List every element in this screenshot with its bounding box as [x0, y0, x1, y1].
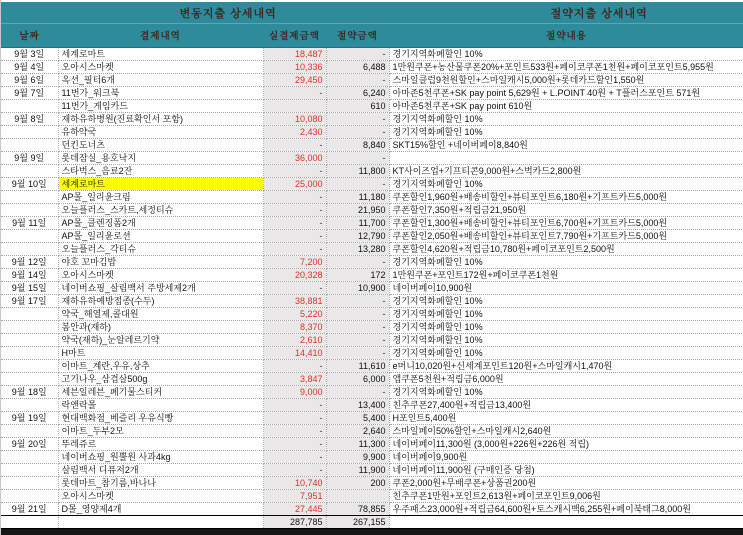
paid-cell[interactable]: - [263, 242, 326, 255]
paid-cell[interactable]: 2,430 [263, 125, 326, 138]
paid-cell[interactable]: 27,445 [263, 502, 326, 515]
expense-row [1, 73, 743, 86]
date-cell[interactable]: 9월 20일 [1, 437, 58, 450]
expense-row [1, 86, 743, 99]
date-cell[interactable] [1, 489, 58, 502]
desc-cell[interactable]: 이마트_계란,우유,상추 [58, 359, 263, 372]
paid-cell[interactable]: - [263, 138, 326, 151]
paid-cell[interactable]: 14,410 [263, 346, 326, 359]
desc-cell[interactable]: 뚜레쥬르 [58, 437, 263, 450]
note-cell[interactable]: e머니10,020원+신세계포인트120원+스마일캐시1,470원 [389, 359, 743, 372]
paid-cell[interactable]: 2,610 [263, 333, 326, 346]
expense-row [1, 203, 743, 216]
saved-cell[interactable]: 6,000 [326, 372, 389, 385]
totals-saved-cell[interactable]: 267,155 [326, 515, 389, 528]
desc-cell[interactable]: AP몰_일리윤로션 [58, 229, 263, 242]
expense-row [1, 112, 743, 125]
note-cell[interactable] [389, 151, 743, 164]
date-cell[interactable] [1, 138, 58, 151]
note-cell[interactable]: 경기지역화폐할인 10% [389, 385, 743, 398]
desc-cell[interactable]: 유하약국 [58, 125, 263, 138]
date-cell[interactable] [1, 333, 58, 346]
saved-cell[interactable]: 11,300 [326, 437, 389, 450]
expense-row [1, 125, 743, 138]
paid-cell[interactable]: 18,487 [263, 47, 326, 60]
note-cell[interactable]: 스마일페이50%할인+스마일캐시2,640원 [389, 424, 743, 437]
paid-cell[interactable]: 25,000 [263, 177, 326, 190]
desc-cell[interactable]: 11번가_워크북 [58, 86, 263, 99]
paid-cell[interactable]: 8,370 [263, 320, 326, 333]
paid-column-header: 실결제금액 [263, 24, 326, 47]
expense-row [1, 255, 743, 268]
paid-cell[interactable]: 29,450 [263, 73, 326, 86]
paid-cell[interactable]: 9,000 [263, 385, 326, 398]
totals-note-cell[interactable] [389, 515, 743, 528]
desc-cell[interactable]: 스타벅스_음료2잔 [58, 164, 263, 177]
paid-cell[interactable]: 7,200 [263, 255, 326, 268]
date-cell[interactable]: 9월 15일 [1, 281, 58, 294]
desc-cell[interactable]: 세계로마트 [58, 47, 263, 60]
expense-row [1, 47, 743, 60]
date-cell[interactable] [1, 450, 58, 463]
paid-cell[interactable]: - [263, 411, 326, 424]
saved-cell[interactable]: - [326, 333, 389, 346]
note-cell[interactable]: 쿠폰할인2,050원+배송비할인+뷰티포인트7,790원+기프트카드5,000원 [389, 229, 743, 242]
desc-cell[interactable]: 11번가_게임카드 [58, 99, 263, 112]
desc-cell[interactable]: 오늘플러스_스카트,세정티슈 [58, 203, 263, 216]
saved-cell[interactable]: - [326, 255, 389, 268]
desc-cell[interactable]: 락앤락몰 [58, 398, 263, 411]
paid-cell[interactable]: 5,220 [263, 307, 326, 320]
desc-cell[interactable]: 고기나우_삼겹살500g [58, 372, 263, 385]
desc-column-header: 결제내역 [58, 24, 263, 47]
note-cell[interactable]: H포인트5,400원 [389, 411, 743, 424]
totals-date-cell[interactable] [1, 515, 58, 528]
date-cell[interactable] [1, 307, 58, 320]
desc-cell[interactable]: 던킨도너츠 [58, 138, 263, 151]
paid-cell[interactable]: - [263, 359, 326, 372]
paid-cell[interactable]: - [263, 203, 326, 216]
desc-cell[interactable]: 오아시스마켓 [58, 268, 263, 281]
desc-cell[interactable]: 네이버쇼핑_살림백서 주방세제2개 [58, 281, 263, 294]
sheet-bottom-edge [1, 529, 743, 535]
paid-cell[interactable]: - [263, 398, 326, 411]
desc-cell[interactable]: 오아시스마켓 [58, 60, 263, 73]
note-cell[interactable]: 경기지역화폐할인 10% [389, 320, 743, 333]
note-cell[interactable]: 경기지역화폐할인 10% [389, 333, 743, 346]
saved-cell[interactable]: 6,240 [326, 86, 389, 99]
date-cell[interactable]: 9월 21일 [1, 502, 58, 515]
paid-cell[interactable]: 38,881 [263, 294, 326, 307]
note-cell[interactable]: 경기지역화폐할인 10% [389, 307, 743, 320]
note-cell[interactable]: 친추쿠폰1만원+포인트2,613원+페이코포인트9,006원 [389, 489, 743, 502]
note-cell[interactable]: SKT15%할인 +네이버페이8,840원 [389, 138, 743, 151]
date-column-header: 날짜 [1, 24, 58, 47]
date-cell[interactable]: 9월 9일 [1, 151, 58, 164]
paid-cell[interactable]: 10,080 [263, 112, 326, 125]
desc-cell[interactable]: 오아시스마켓 [58, 489, 263, 502]
expense-row [1, 294, 743, 307]
paid-cell[interactable]: - [263, 450, 326, 463]
expense-row [1, 164, 743, 177]
saved-cell[interactable]: 78,855 [326, 502, 389, 515]
expense-row [1, 268, 743, 281]
desc-cell[interactable]: 약국(재하)_눈알레르기약 [58, 333, 263, 346]
expense-row [1, 385, 743, 398]
paid-cell[interactable]: - [263, 424, 326, 437]
desc-cell[interactable]: 약국_해열제,콜대원 [58, 307, 263, 320]
date-cell[interactable] [1, 242, 58, 255]
expense-row [1, 242, 743, 255]
date-cell[interactable]: 9월 11일 [1, 216, 58, 229]
saved-cell[interactable]: 11,610 [326, 359, 389, 372]
paid-cell[interactable]: 36,000 [263, 151, 326, 164]
expense-row [1, 99, 743, 112]
desc-cell[interactable]: 재하유하병원(진료확인서 포함) [58, 112, 263, 125]
paid-cell[interactable]: - [263, 229, 326, 242]
expense-row [1, 60, 743, 73]
desc-cell[interactable]: 옥션_필터6개 [58, 73, 263, 86]
note-cell[interactable]: 쿠폰할인7,350원+적립금21,950원 [389, 203, 743, 216]
paid-cell[interactable]: - [263, 216, 326, 229]
desc-cell[interactable]: 봄안과(재하) [58, 320, 263, 333]
saved-cell[interactable] [326, 489, 389, 502]
note-cell[interactable]: 아마존5천쿠폰+SK pay point 610원 [389, 99, 743, 112]
paid-cell[interactable]: 3,847 [263, 372, 326, 385]
date-cell[interactable]: 9월 4일 [1, 60, 58, 73]
date-cell[interactable] [1, 398, 58, 411]
expense-row [1, 216, 743, 229]
paid-cell[interactable]: 7,951 [263, 489, 326, 502]
note-cell[interactable]: 경기지역화폐할인 10% [389, 125, 743, 138]
saved-cell[interactable]: - [326, 73, 389, 86]
note-cell[interactable]: 쿠폰할인1,300원+배송비할인+뷰티포인트6,700원+기프트카드5,000원 [389, 216, 743, 229]
desc-cell[interactable]: 세계로마트 [58, 177, 263, 190]
note-cell[interactable]: 스마일클럽9천원할인+스마일캐시5,000원+롯데카드할인1,550원 [389, 73, 743, 86]
date-cell[interactable] [1, 359, 58, 372]
paid-cell[interactable]: - [263, 437, 326, 450]
saved-cell[interactable]: 2,640 [326, 424, 389, 437]
expense-row [1, 411, 743, 424]
paid-cell[interactable] [263, 99, 326, 112]
date-cell[interactable]: 9월 10일 [1, 177, 58, 190]
section-title-bar [1, 2, 743, 24]
column-header-row [1, 24, 743, 47]
expense-row [1, 320, 743, 333]
note-cell[interactable]: 경기지역화폐할인 10% [389, 177, 743, 190]
paid-cell[interactable]: 10,336 [263, 60, 326, 73]
note-cell[interactable]: KT사이즈업+기프티콘9,000원+스벅카드2,800원 [389, 164, 743, 177]
note-cell[interactable]: 네이버페이10,900원 [389, 281, 743, 294]
paid-cell[interactable]: 10,740 [263, 476, 326, 489]
expense-row [1, 281, 743, 294]
saved-cell[interactable]: 200 [326, 476, 389, 489]
note-cell[interactable]: 네이버페이11,300원 (3,000원+226원+226원 적립) [389, 437, 743, 450]
date-cell[interactable]: 9월 19일 [1, 411, 58, 424]
expense-row [1, 229, 743, 242]
saved-cell[interactable]: 11,900 [326, 463, 389, 476]
date-cell[interactable] [1, 99, 58, 112]
saved-cell[interactable]: 12,790 [326, 229, 389, 242]
saved-cell[interactable]: - [326, 294, 389, 307]
saved-cell[interactable]: - [326, 151, 389, 164]
saved-cell[interactable]: - [326, 47, 389, 60]
saved-cell[interactable]: - [326, 125, 389, 138]
expense-row [1, 177, 743, 190]
saved-cell[interactable]: 11,180 [326, 190, 389, 203]
paid-cell[interactable]: - [263, 190, 326, 203]
saved-cell[interactable]: - [326, 346, 389, 359]
saved-cell[interactable]: 11,700 [326, 216, 389, 229]
table-body [1, 47, 743, 515]
expense-row [1, 359, 743, 372]
paid-cell[interactable]: - [263, 463, 326, 476]
expense-row [1, 424, 743, 437]
expense-row [1, 333, 743, 346]
saved-cell[interactable]: 13,280 [326, 242, 389, 255]
note-cell[interactable]: 앱쿠폰5천원+적립금6,000원 [389, 372, 743, 385]
totals-desc-cell[interactable] [58, 515, 263, 528]
date-cell[interactable] [1, 463, 58, 476]
note-cell[interactable]: 경기지역화폐할인 10% [389, 47, 743, 60]
note-cell[interactable]: 경기지역화폐할인 10% [389, 346, 743, 359]
desc-cell[interactable]: D몰_영양제4개 [58, 502, 263, 515]
saved-cell[interactable]: 21,950 [326, 203, 389, 216]
desc-cell[interactable]: AP몰_클렌징폼2개 [58, 216, 263, 229]
date-cell[interactable]: 9월 7일 [1, 86, 58, 99]
desc-cell[interactable]: 야호 꼬마김밥 [58, 255, 263, 268]
saved-cell[interactable]: 5,400 [326, 411, 389, 424]
saved-cell[interactable]: 8,840 [326, 138, 389, 151]
desc-cell[interactable]: 현대백화점_베즐리 우유식빵 [58, 411, 263, 424]
desc-cell[interactable]: 롯데잠실_용호낙지 [58, 151, 263, 164]
note-cell[interactable]: 1만원쿠폰+농산물쿠폰20%+포인트533원+페이코쿠폰1천원+페이코포인트5,955원 [389, 60, 743, 73]
expense-row [1, 476, 743, 489]
desc-cell[interactable]: 재하유하예방접종(수두) [58, 294, 263, 307]
saved-cell[interactable]: 610 [326, 99, 389, 112]
date-cell[interactable] [1, 372, 58, 385]
note-cell[interactable]: 쿠폰할인4,620원+적립금10,780원+페이코포인트2,500원 [389, 242, 743, 255]
expense-row [1, 307, 743, 320]
date-cell[interactable]: 9월 12일 [1, 255, 58, 268]
date-cell[interactable]: 9월 6일 [1, 73, 58, 86]
paid-cell[interactable]: - [263, 86, 326, 99]
note-cell[interactable]: 우주패스23,000원+적립금64,600원+토스캐시백6,255원+페이북태그8,000원 [389, 502, 743, 515]
saved-column-header: 절약금액 [326, 24, 389, 47]
saved-cell[interactable]: 6,488 [326, 60, 389, 73]
column-totals-row [1, 515, 743, 528]
date-cell[interactable] [1, 164, 58, 177]
saved-cell[interactable]: - [326, 112, 389, 125]
date-cell[interactable] [1, 190, 58, 203]
saved-cell[interactable]: 9,900 [326, 450, 389, 463]
note-cell[interactable]: 아마존5천쿠폰+SK pay point 5,629원 + L.POINT 40원 + T플러스포인트 571원 [389, 86, 743, 99]
desc-cell[interactable]: 이마트_두부2모 [58, 424, 263, 437]
note-cell[interactable]: 1만원쿠폰+포인트172원+페이코쿠폰1천원 [389, 268, 743, 281]
variable-expense-section-title: 변동지출 상세내역 [179, 7, 277, 20]
date-cell[interactable] [1, 320, 58, 333]
note-column-header: 절약내용 [389, 24, 743, 47]
date-cell[interactable]: 9월 14일 [1, 268, 58, 281]
note-cell[interactable]: 쿠폰할인1,960원+배송비할인+뷰티포인트6,180원+기프트카드5,000원 [389, 190, 743, 203]
desc-cell[interactable]: 세븐일레븐_폐기물스티커 [58, 385, 263, 398]
desc-cell[interactable]: 오늘플러스_각티슈 [58, 242, 263, 255]
expense-row [1, 489, 743, 502]
saved-cell[interactable]: 172 [326, 268, 389, 281]
saved-cell[interactable]: 10,900 [326, 281, 389, 294]
date-cell[interactable] [1, 229, 58, 242]
date-cell[interactable]: 9월 8일 [1, 112, 58, 125]
expense-row [1, 151, 743, 164]
date-cell[interactable] [1, 346, 58, 359]
date-cell[interactable]: 9월 3일 [1, 47, 58, 60]
saved-cell[interactable]: - [326, 177, 389, 190]
desc-cell[interactable]: H마트 [58, 346, 263, 359]
expense-row [1, 463, 743, 476]
note-cell[interactable]: 쿠폰2,000원+무배쿠폰+상품권200원 [389, 476, 743, 489]
expense-row [1, 138, 743, 151]
saved-cell[interactable]: - [326, 320, 389, 333]
desc-cell[interactable]: 네이버쇼핑_원뿔원 사과4kg [58, 450, 263, 463]
expense-row [1, 190, 743, 203]
note-cell[interactable]: 네이버페이11,900원 (구매인증 당첨) [389, 463, 743, 476]
date-cell[interactable] [1, 203, 58, 216]
paid-cell[interactable]: 20,328 [263, 268, 326, 281]
expense-table [1, 24, 743, 535]
note-cell[interactable]: 경기지역화폐할인 10% [389, 112, 743, 125]
note-cell[interactable]: 친추쿠폰27,400원+적립금13,400원 [389, 398, 743, 411]
totals-paid-cell[interactable]: 287,785 [263, 515, 326, 528]
paid-cell[interactable]: - [263, 281, 326, 294]
saving-expense-section-title: 절약지출 상세내역 [550, 7, 648, 20]
expense-row [1, 398, 743, 411]
expense-row [1, 450, 743, 463]
expense-row [1, 346, 743, 359]
date-cell[interactable]: 9월 17일 [1, 294, 58, 307]
expense-row [1, 502, 743, 515]
note-cell[interactable]: 경기지역화폐할인 10% [389, 294, 743, 307]
saved-cell[interactable]: - [326, 307, 389, 320]
saved-cell[interactable]: 11,800 [326, 164, 389, 177]
expense-row [1, 372, 743, 385]
expense-row [1, 437, 743, 450]
desc-cell[interactable]: AP몰_일리윤크림 [58, 190, 263, 203]
desc-cell[interactable]: 롯데마트_참기름,바나나 [58, 476, 263, 489]
note-cell[interactable]: 경기지역화폐할인 10% [389, 255, 743, 268]
note-cell[interactable]: 네이버페이9,900원 [389, 450, 743, 463]
date-cell[interactable] [1, 424, 58, 437]
date-cell[interactable] [1, 125, 58, 138]
paid-cell[interactable]: - [263, 164, 326, 177]
date-cell[interactable] [1, 476, 58, 489]
desc-cell[interactable]: 살림백서 디퓨저2개 [58, 463, 263, 476]
saved-cell[interactable]: - [326, 385, 389, 398]
date-cell[interactable]: 9월 18일 [1, 385, 58, 398]
saved-cell[interactable]: 13,400 [326, 398, 389, 411]
